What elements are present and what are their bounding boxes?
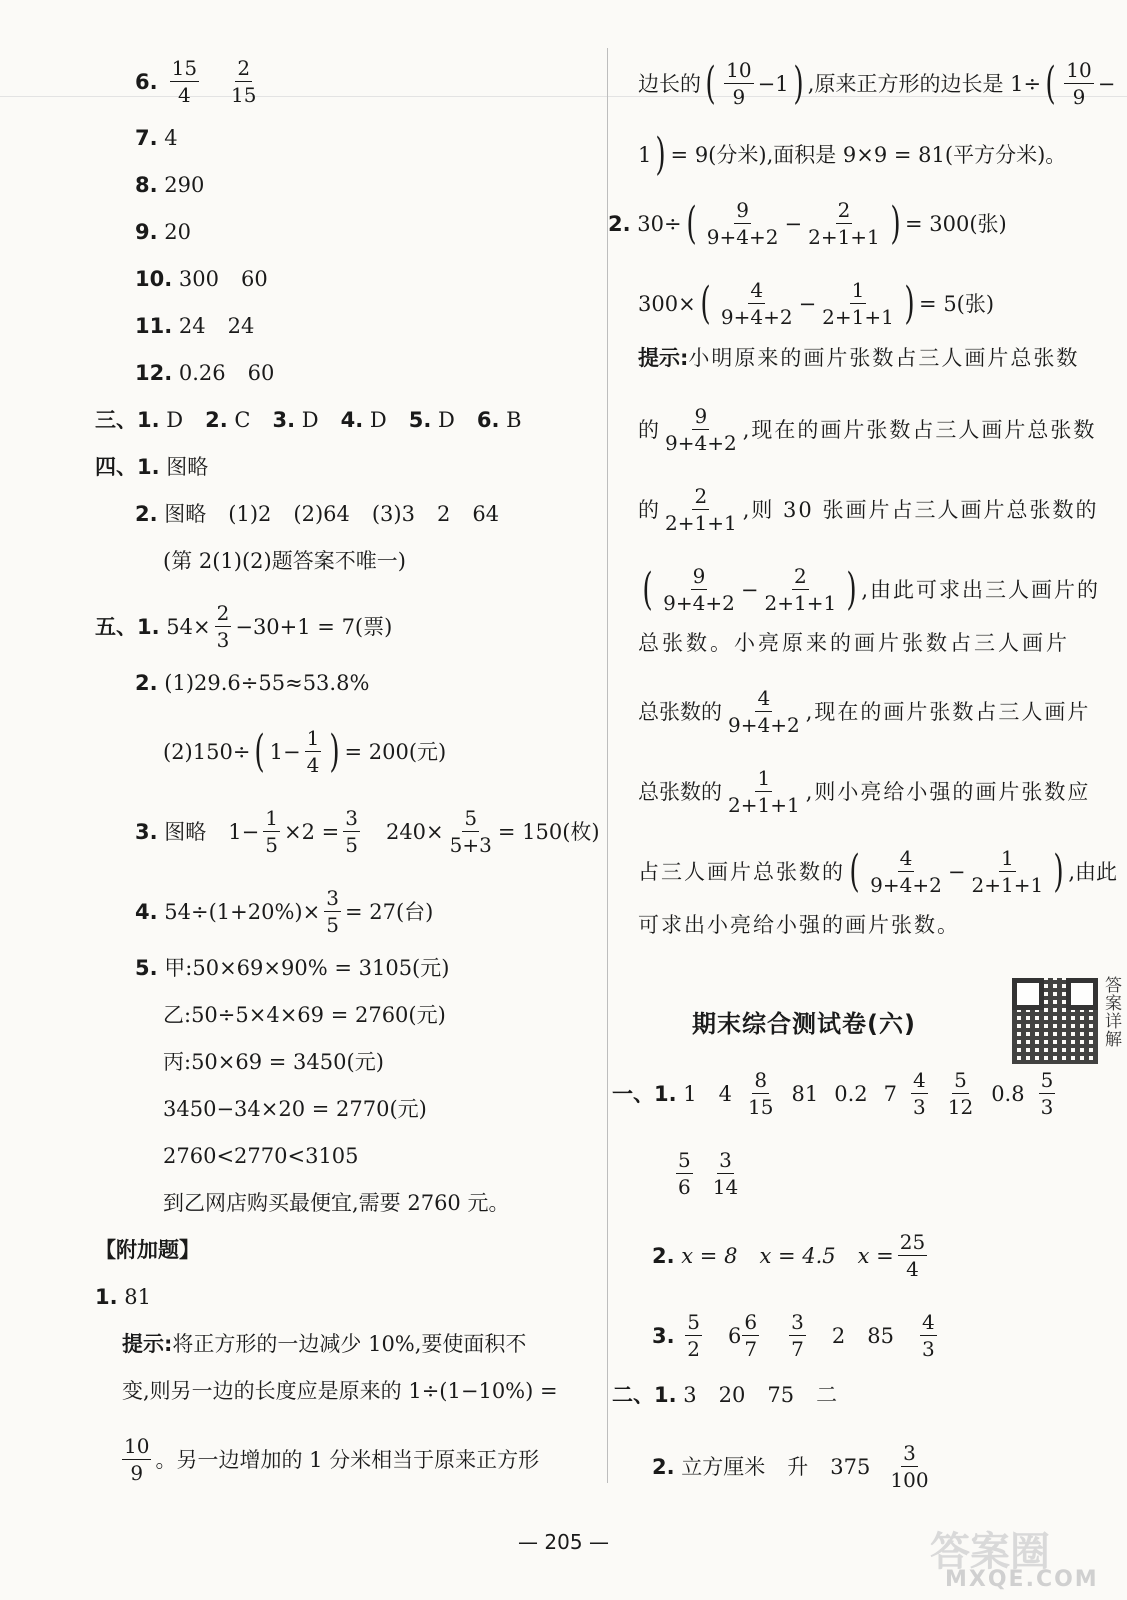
q8-line: 8. 290 [135,173,205,197]
bonus-label: 【附加题】 [95,1238,200,1262]
r-hint3: 的 $\frac{2}{2+1+1}$ ,则 30 张画片占三人画片总张数的 [638,484,1099,535]
r-hint2: 的 $\frac{9}{9+4+2}$ ,现在的画片张数占三人画片总张数 [638,404,1097,455]
q6-num: 6. [135,69,158,94]
section5-q3: 3. 图略 1− $\frac{1}{5}$ ×2 = $\frac{3}{5}$ 240× $\frac{5}{5+3}$ = 150(枚) [135,806,600,857]
r-hint8: 占三人画片总张数的 ( $\frac{4}{9+4+2}$ − $\frac{1}{2+1+1}$ ) ,由此 [638,845,1118,897]
section5-q4: 4. 54÷(1+20%)× $\frac{3}{5}$ = 27(台) [135,886,434,937]
r-hint4: ( $\frac{9}{9+4+2}$ − $\frac{2}{2+1+1}$ ) ,由此可求出三人画片的 [642,563,1101,615]
watermark-url: MXQE.COM [945,1567,1099,1592]
r-hint1: 提示: 小明原来的画片张数占三人画片总张数 [638,346,1080,370]
bonus-hint3: $\frac{10}{9}$ 。另一边增加的 1 分米相当于原来正方形 [124,1434,540,1485]
qr-label: 答案详解 [1101,976,1121,1048]
page-number: — 205 — [518,1530,609,1554]
q12-line: 12. 0.26 60 [135,361,275,385]
q6-line [135,58,263,105]
section4-q1: 四、 1. 图略 [95,455,209,479]
bonus-hint2: 变,则另一边的长度应是原来的 1÷(1−10%) = [122,1379,558,1403]
q6-frac1: $\frac{15}{4}$ [171,56,198,107]
watermark-logo: 答案圈 [930,1529,1050,1575]
r-line2: 1 ) = 9(分米),面积是 9×9 = 81(平方分米)。 [638,129,1067,180]
section5-q1: 五、 1. 54× $\frac{2}{3}$ −30+1 = 7(票) [95,601,393,652]
section5-q5-l5: 2760<2770<3105 [163,1144,359,1168]
section4-q2: 2. 图略 (1)2 (2)64 (3)3 2 64 [135,502,500,526]
r-q2-l1: 2. 30÷ ( $\frac{9}{9+4+2}$ − $\frac{2}{2+1+1}$ ) = 300(张) [608,197,1007,249]
q6-frac2: $\frac{2}{15}$ [231,56,257,107]
r-s1-q3: 3. $\frac{5}{2}$ 6 $\frac{6}{7}$ $\frac{3}{7}$ 2 85 $\frac{4}{3}$ [652,1310,935,1361]
q9-line: 9. 20 [135,220,192,244]
r-hint9: 可求出小亮给小强的画片张数。 [638,913,960,937]
section5-q5-l1: 5. 甲:50×69×90% = 3105(元) [135,956,450,980]
r-hint5: 总张数。小亮原来的画片张数占三人画片 [638,631,1070,655]
section3-line: 三、 1. D 2. C 3. D 4. D 5. D 6. B [95,408,522,432]
section5-q5-l4: 3450−34×20 = 2770(元) [163,1097,427,1121]
r-line1: 边长的 ( $\frac{10}{9}$ −1 ) ,原来正方形的边长是 1÷ ( $\frac{10}{9}$ − [638,57,1116,109]
r-hint6: 总张数的 $\frac{4}{9+4+2}$ ,现在的画片张数占三人画片 [638,686,1091,737]
q11-line: 11. 24 24 [135,314,255,338]
r-s2-q2: 2. 立方厘米 升 375 $\frac{3}{100}$ [652,1441,929,1492]
r-q2-l2: 300× ( $\frac{4}{9+4+2}$ − $\frac{1}{2+1+1}$ ) = 5(张) [638,277,995,329]
r-s1-q1-cont: $\frac{5}{6}$ $\frac{3}{14}$ [678,1148,739,1199]
column-divider [607,48,608,1483]
r-s1-q2: 2. x = 8 x = 4.5 x = $\frac{25}{4}$ [652,1230,926,1281]
r-hint7: 总张数的 $\frac{1}{2+1+1}$ ,则小亮给小强的画片张数应 [638,766,1091,817]
bonus-hint1: 提示: 将正方形的一边减少 10%,要使面积不 [122,1332,527,1356]
section-title: 期末综合测试卷(六) [692,1010,916,1038]
section5-q2a: 2. (1)29.6÷55≈53.8% [135,671,370,695]
section4-note: (第 2(1)(2)题答案不唯一) [163,549,406,573]
section5-q5-l6: 到乙网店购买最便宜,需要 2760 元。 [163,1191,510,1215]
qr-code-icon[interactable] [1012,978,1098,1064]
q7-line: 7. 4 [135,126,178,150]
section5-q2b: (2)150÷ ( 1− $\frac{1}{4}$ ) = 200(元) [163,725,447,777]
bonus-q1: 1. 81 [95,1285,152,1309]
r-s2-q1: 二、 1. 3 20 75 二 [612,1383,838,1407]
r-s1-q1: 一、 1. 1 4 $\frac{8}{15}$ 81 0.2 7 $\frac{4}{3}$ $\frac{5}{12}$ 0.8 $\frac{5}{3}$ [612,1068,1054,1119]
section5-q5-l3: 丙:50×69 = 3450(元) [163,1050,384,1074]
q10-line: 10. 300 60 [135,267,268,291]
section5-q5-l2: 乙:50÷5×4×69 = 2760(元) [163,1003,446,1027]
